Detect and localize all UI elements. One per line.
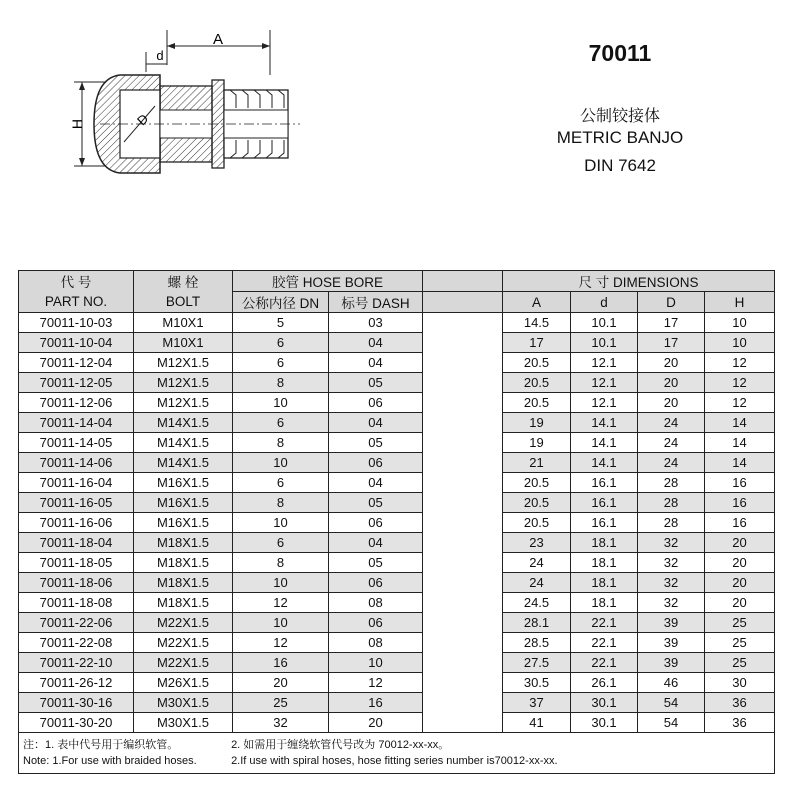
header-col-A: A — [503, 292, 571, 313]
cell-dim-D: 24 — [638, 433, 705, 453]
cell-dim-A: 27.5 — [503, 653, 571, 673]
cell-dash: 04 — [329, 413, 423, 433]
cell-bolt: M18X1.5 — [134, 533, 233, 553]
cell-dim-d: 18.1 — [571, 573, 638, 593]
cell-dash: 04 — [329, 333, 423, 353]
cell-dim-d: 26.1 — [571, 673, 638, 693]
table-row — [19, 593, 775, 613]
table-row — [19, 513, 775, 533]
standard-label: DIN 7642 — [584, 156, 656, 175]
cell-dn: 12 — [233, 593, 329, 613]
cell-dim-H: 12 — [705, 393, 775, 413]
cell-part-no: 70011-18-04 — [19, 533, 134, 553]
spacer-cell — [423, 413, 503, 433]
cell-dim-H: 20 — [705, 533, 775, 553]
header-dn: 公称内径 DN — [233, 292, 329, 313]
cell-dn: 8 — [233, 493, 329, 513]
cell-dim-A: 17 — [503, 333, 571, 353]
spacer-cell — [423, 573, 503, 593]
cell-dn: 16 — [233, 653, 329, 673]
spacer-cell — [423, 653, 503, 673]
table-row — [19, 693, 775, 713]
cell-dim-D: 54 — [638, 693, 705, 713]
spacer-cell — [423, 333, 503, 353]
cell-dn: 6 — [233, 333, 329, 353]
cell-bolt: M22X1.5 — [134, 613, 233, 633]
cell-dash: 06 — [329, 393, 423, 413]
cell-dn: 10 — [233, 393, 329, 413]
cell-dim-d: 14.1 — [571, 413, 638, 433]
header-part-en: PART NO. — [19, 292, 134, 313]
cell-dim-D: 39 — [638, 613, 705, 633]
subtitle-english: METRIC BANJO — [556, 128, 684, 147]
cell-dim-D: 17 — [638, 313, 705, 333]
cell-dim-D: 28 — [638, 493, 705, 513]
table-row — [19, 533, 775, 553]
header-col-d: d — [571, 292, 638, 313]
cell-dim-H: 25 — [705, 653, 775, 673]
cell-dash: 03 — [329, 313, 423, 333]
spacer-cell — [423, 493, 503, 513]
cell-dim-d: 18.1 — [571, 533, 638, 553]
cell-dim-A: 21 — [503, 453, 571, 473]
cell-dash: 05 — [329, 373, 423, 393]
cell-dn: 12 — [233, 633, 329, 653]
cell-dim-D: 20 — [638, 393, 705, 413]
cell-dim-d: 16.1 — [571, 513, 638, 533]
dimensions-table — [18, 270, 775, 774]
header-col-D: D — [638, 292, 705, 313]
cell-part-no: 70011-22-10 — [19, 653, 134, 673]
cell-dn: 6 — [233, 353, 329, 373]
cell-dim-D: 32 — [638, 553, 705, 573]
cell-dash: 06 — [329, 573, 423, 593]
cell-part-no: 70011-30-16 — [19, 693, 134, 713]
cell-part-no: 70011-26-12 — [19, 673, 134, 693]
cell-dim-A: 28.5 — [503, 633, 571, 653]
cell-dim-A: 20.5 — [503, 393, 571, 413]
cell-dim-A: 30.5 — [503, 673, 571, 693]
cell-part-no: 70011-12-04 — [19, 353, 134, 373]
spacer-cell — [423, 673, 503, 693]
cell-dim-A: 23 — [503, 533, 571, 553]
cell-dn: 8 — [233, 553, 329, 573]
table-row — [19, 333, 775, 353]
cell-bolt: M12X1.5 — [134, 373, 233, 393]
cell-dash: 10 — [329, 653, 423, 673]
table-notes — [19, 733, 775, 774]
spacer-cell — [423, 613, 503, 633]
cell-dim-d: 18.1 — [571, 553, 638, 573]
cell-dim-H: 25 — [705, 633, 775, 653]
cell-bolt: M18X1.5 — [134, 593, 233, 613]
table-row — [19, 313, 775, 333]
cell-bolt: M18X1.5 — [134, 573, 233, 593]
cell-dn: 10 — [233, 513, 329, 533]
cell-dash: 05 — [329, 433, 423, 453]
cell-dash: 20 — [329, 713, 423, 733]
cell-dim-A: 19 — [503, 433, 571, 453]
cell-dim-A: 19 — [503, 413, 571, 433]
cell-part-no: 70011-18-06 — [19, 573, 134, 593]
cell-dash: 08 — [329, 593, 423, 613]
cell-dash: 06 — [329, 513, 423, 533]
cell-dim-H: 16 — [705, 493, 775, 513]
header-dash: 标号 DASH — [329, 292, 423, 313]
cell-bolt: M12X1.5 — [134, 393, 233, 413]
cell-dim-A: 20.5 — [503, 473, 571, 493]
cell-bolt: M22X1.5 — [134, 633, 233, 653]
cell-dim-d: 12.1 — [571, 373, 638, 393]
dimension-H-label: H — [69, 118, 85, 130]
header-dimensions: 尺 寸 DIMENSIONS — [503, 271, 775, 292]
table-row — [19, 353, 775, 373]
spacer-cell — [423, 693, 503, 713]
cell-dim-A: 20.5 — [503, 373, 571, 393]
cell-dash: 06 — [329, 453, 423, 473]
cell-dash: 05 — [329, 493, 423, 513]
cell-bolt: M22X1.5 — [134, 653, 233, 673]
cell-bolt: M10X1 — [134, 333, 233, 353]
table-row — [19, 553, 775, 573]
cell-part-no: 70011-22-06 — [19, 613, 134, 633]
cell-bolt: M14X1.5 — [134, 453, 233, 473]
cell-part-no: 70011-12-05 — [19, 373, 134, 393]
table-row — [19, 713, 775, 733]
table-row — [19, 413, 775, 433]
cell-dim-H: 10 — [705, 313, 775, 333]
cell-part-no: 70011-12-06 — [19, 393, 134, 413]
cell-dn: 20 — [233, 673, 329, 693]
cell-dim-D: 54 — [638, 713, 705, 733]
cell-part-no: 70011-10-03 — [19, 313, 134, 333]
cell-part-no: 70011-10-04 — [19, 333, 134, 353]
cell-bolt: M16X1.5 — [134, 493, 233, 513]
header-col-H: H — [705, 292, 775, 313]
cell-bolt: M12X1.5 — [134, 353, 233, 373]
note-en-2: 2.If use with spiral hoses, hose fitting series number is70012-xx-xx. — [231, 755, 558, 767]
cell-dim-d: 18.1 — [571, 593, 638, 613]
cell-dim-D: 32 — [638, 593, 705, 613]
cell-dim-H: 12 — [705, 353, 775, 373]
cell-dim-A: 20.5 — [503, 493, 571, 513]
table-row — [19, 373, 775, 393]
cell-dash: 12 — [329, 673, 423, 693]
cell-dim-A: 24 — [503, 573, 571, 593]
cell-part-no: 70011-16-06 — [19, 513, 134, 533]
cell-bolt: M14X1.5 — [134, 433, 233, 453]
cell-dash: 16 — [329, 693, 423, 713]
cell-dim-D: 17 — [638, 333, 705, 353]
cell-dim-d: 30.1 — [571, 713, 638, 733]
part-code-title: 70011 — [588, 40, 652, 66]
cell-dim-H: 20 — [705, 573, 775, 593]
cell-part-no: 70011-30-20 — [19, 713, 134, 733]
cell-dn: 10 — [233, 573, 329, 593]
table-row — [19, 673, 775, 693]
spacer-cell — [423, 513, 503, 533]
cell-dash: 05 — [329, 553, 423, 573]
cell-dash: 04 — [329, 533, 423, 553]
cell-dim-d: 16.1 — [571, 473, 638, 493]
spacer-cell — [423, 393, 503, 413]
spacer-cell — [423, 593, 503, 613]
table-row — [19, 573, 775, 593]
cell-dim-D: 32 — [638, 533, 705, 553]
cell-bolt: M16X1.5 — [134, 473, 233, 493]
cell-bolt: M26X1.5 — [134, 673, 233, 693]
cell-part-no: 70011-14-05 — [19, 433, 134, 453]
cell-bolt: M16X1.5 — [134, 513, 233, 533]
cell-dim-D: 46 — [638, 673, 705, 693]
cell-dn: 5 — [233, 313, 329, 333]
cell-dim-D: 32 — [638, 573, 705, 593]
cell-dim-D: 20 — [638, 373, 705, 393]
cell-dn: 6 — [233, 413, 329, 433]
cell-dim-d: 14.1 — [571, 453, 638, 473]
spacer-cell — [423, 633, 503, 653]
table-row — [19, 653, 775, 673]
cell-part-no: 70011-14-04 — [19, 413, 134, 433]
cell-part-no: 70011-18-05 — [19, 553, 134, 573]
cell-dim-H: 14 — [705, 453, 775, 473]
spacer-cell — [423, 433, 503, 453]
cell-dim-D: 28 — [638, 513, 705, 533]
cell-dim-H: 36 — [705, 713, 775, 733]
cell-dim-H: 10 — [705, 333, 775, 353]
dimension-D-label: D — [134, 111, 152, 129]
cell-bolt: M30X1.5 — [134, 693, 233, 713]
header-hose-bore: 胶管 HOSE BORE — [233, 271, 423, 292]
cell-dim-d: 30.1 — [571, 693, 638, 713]
spacer-cell — [423, 473, 503, 493]
cell-dn: 6 — [233, 473, 329, 493]
cell-bolt: M18X1.5 — [134, 553, 233, 573]
cell-dim-A: 41 — [503, 713, 571, 733]
subtitle-chinese: 公制铰接体 — [579, 108, 660, 125]
cell-dim-A: 20.5 — [503, 353, 571, 373]
cell-dim-D: 39 — [638, 633, 705, 653]
spacer-cell — [423, 373, 503, 393]
cell-part-no: 70011-16-04 — [19, 473, 134, 493]
dimension-d-label: d — [156, 48, 164, 63]
cell-dim-A: 24.5 — [503, 593, 571, 613]
cell-dn: 6 — [233, 533, 329, 553]
cell-dim-D: 24 — [638, 453, 705, 473]
cell-dim-H: 20 — [705, 593, 775, 613]
spacer-cell — [423, 553, 503, 573]
cell-dim-A: 28.1 — [503, 613, 571, 633]
cell-dim-d: 10.1 — [571, 313, 638, 333]
cell-dim-D: 39 — [638, 653, 705, 673]
cell-dn: 10 — [233, 453, 329, 473]
cell-bolt: M14X1.5 — [134, 413, 233, 433]
table-row — [19, 393, 775, 413]
table-row — [19, 633, 775, 653]
cell-dim-A: 14.5 — [503, 313, 571, 333]
cell-dn: 10 — [233, 613, 329, 633]
cell-dim-d: 22.1 — [571, 653, 638, 673]
cell-dim-H: 16 — [705, 473, 775, 493]
header-bolt-cn: 螺 栓 — [134, 271, 233, 292]
cell-dim-D: 24 — [638, 413, 705, 433]
header-bolt-en: BOLT — [134, 292, 233, 313]
banjo-fitting-drawing — [60, 20, 320, 200]
cell-dim-H: 14 — [705, 433, 775, 453]
cell-part-no: 70011-16-05 — [19, 493, 134, 513]
cell-dim-d: 12.1 — [571, 393, 638, 413]
spacer-cell — [423, 533, 503, 553]
cell-dash: 04 — [329, 353, 423, 373]
cell-dn: 25 — [233, 693, 329, 713]
cell-dim-H: 36 — [705, 693, 775, 713]
spacer-cell — [423, 453, 503, 473]
note-cn-1: 注：1. 表中代号用于编织软管。 — [23, 739, 179, 751]
cell-dash: 04 — [329, 473, 423, 493]
cell-part-no: 70011-18-08 — [19, 593, 134, 613]
cell-dim-d: 22.1 — [571, 633, 638, 653]
cell-dim-H: 16 — [705, 513, 775, 533]
table-row — [19, 433, 775, 453]
cell-dim-H: 30 — [705, 673, 775, 693]
note-cn-2: 2. 如需用于缠绕软管代号改为 70012-xx-xx。 — [231, 739, 450, 751]
cell-dim-A: 20.5 — [503, 513, 571, 533]
spacer-cell — [423, 353, 503, 373]
cell-dim-d: 12.1 — [571, 353, 638, 373]
note-en-1: Note: 1.For use with braided hoses. — [23, 755, 197, 767]
spacer-cell — [423, 713, 503, 733]
cell-bolt: M30X1.5 — [134, 713, 233, 733]
cell-dim-H: 14 — [705, 413, 775, 433]
table-row — [19, 493, 775, 513]
cell-dn: 8 — [233, 373, 329, 393]
dimension-A-label: A — [212, 31, 224, 48]
table-row — [19, 473, 775, 493]
header-part-cn: 代 号 — [19, 271, 134, 292]
cell-part-no: 70011-14-06 — [19, 453, 134, 473]
cell-dim-d: 14.1 — [571, 433, 638, 453]
cell-dn: 32 — [233, 713, 329, 733]
cell-dash: 06 — [329, 613, 423, 633]
spacer-cell — [423, 313, 503, 333]
cell-dn: 8 — [233, 433, 329, 453]
table-row — [19, 613, 775, 633]
cell-bolt: M10X1 — [134, 313, 233, 333]
cell-dim-d: 22.1 — [571, 613, 638, 633]
cell-dim-H: 12 — [705, 373, 775, 393]
table-row — [19, 453, 775, 473]
cell-part-no: 70011-22-08 — [19, 633, 134, 653]
cell-dim-d: 10.1 — [571, 333, 638, 353]
cell-dim-d: 16.1 — [571, 493, 638, 513]
cell-dim-D: 28 — [638, 473, 705, 493]
cell-dash: 08 — [329, 633, 423, 653]
cell-dim-D: 20 — [638, 353, 705, 373]
cell-dim-H: 20 — [705, 553, 775, 573]
cell-dim-A: 37 — [503, 693, 571, 713]
cell-dim-A: 24 — [503, 553, 571, 573]
cell-dim-H: 25 — [705, 613, 775, 633]
